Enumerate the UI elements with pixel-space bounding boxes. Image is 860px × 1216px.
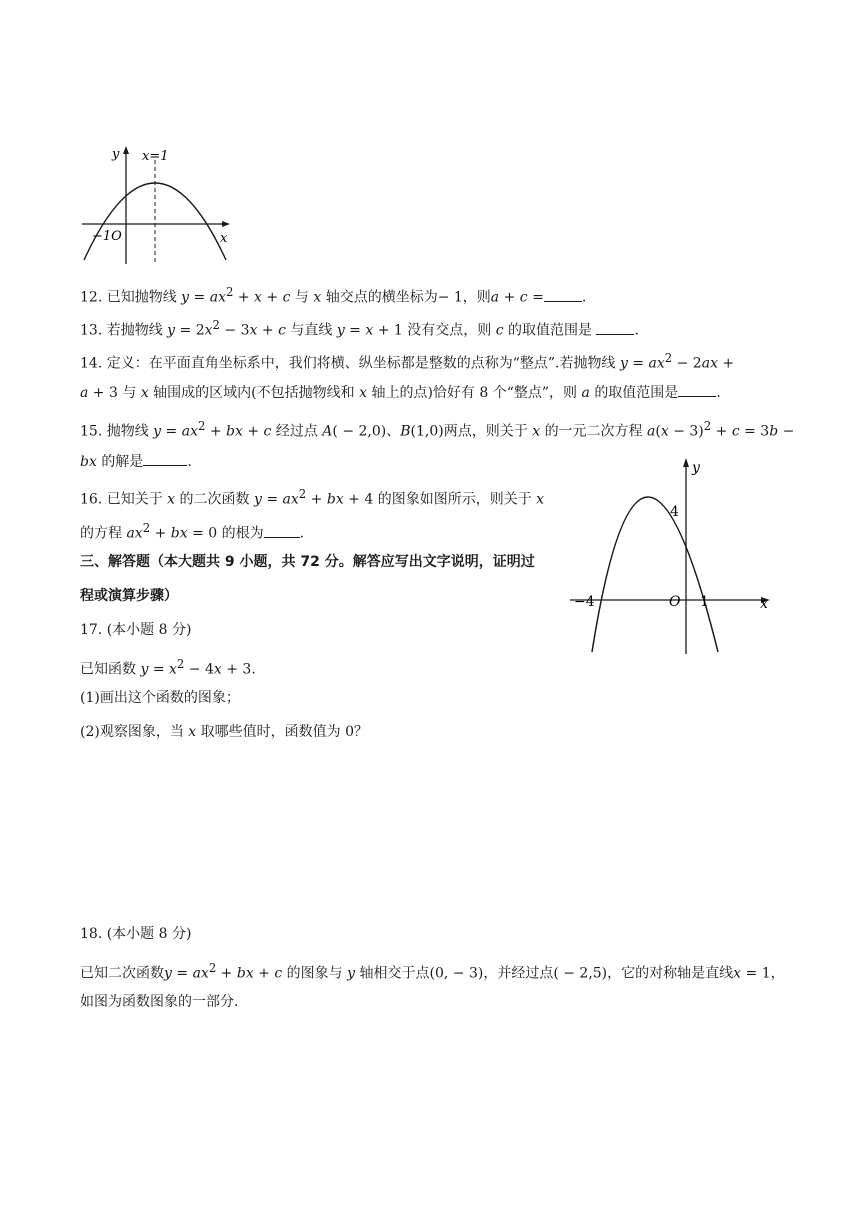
question-18-line-2: 如图为函数图象的一部分. bbox=[80, 994, 239, 1010]
question-14-line-2: a + 3 与 x 轴围成的区域内(不包括抛物线和 x 轴上的点)恰好有 8 个“整点”，则 a 的取值范围是 . bbox=[80, 382, 721, 403]
fig2-left-root-label: −4 bbox=[574, 594, 595, 610]
question-17-part-2: (2)观察图象，当 x 取哪些值时，函数值为 0？ bbox=[80, 724, 369, 740]
question-17-stem: 已知函数 $y = x^2 - 4x + 3$. bbox=[80, 657, 256, 678]
question-14-line-1: 14. 定义：在平面直角坐标系中，我们将横、纵坐标都是整数的点称为“整点”.若抛物线 $y = ax^2 - 2ax$ + bbox=[80, 351, 735, 372]
fig2-x-label: x bbox=[760, 596, 768, 612]
question-17-heading: 17. (本小题 8 分) bbox=[80, 622, 192, 638]
fig1-sym-label: x=1 bbox=[142, 149, 169, 164]
question-16-line-1: 16. 已知关于 x 的二次函数 $y = ax^2$ + bx + 4 的图象如图所示，则关于 x bbox=[80, 487, 545, 508]
question-16-line-2: 的方程 $ax^2$ + bx = 0 的根为 . bbox=[80, 521, 305, 542]
figure-parabola-small bbox=[78, 142, 238, 270]
fig1-origin-label: −1O bbox=[92, 229, 122, 244]
section-3-heading: 三、解答题（本大题共 9 小题，共 72 分。解答应写出文字说明，证明过 bbox=[80, 554, 535, 570]
question-18-line-1: 已知二次函数$y = ax^2$ + bx + c 的图象与 y 轴相交于点(0, − 3)，并经过点( − 2,5)，它的对称轴是直线x = 1， bbox=[80, 961, 785, 982]
question-17-part-1: (1)画出这个函数的图象； bbox=[80, 690, 240, 706]
fig1-y-label: y bbox=[112, 147, 120, 162]
question-15-line-1: 15. 抛物线 $y = ax^2$ + bx + c 经过点 A( − 2,0)、B(1,0)两点，则关于 x 的一元二次方程 $a(x - 3)^2 + c = 3b$ − bbox=[80, 419, 795, 440]
figure-parabola-large bbox=[566, 452, 786, 658]
fig2-right-root-label: 1 bbox=[700, 594, 709, 610]
question-13: 13. 若抛物线 $y = 2x^2 - 3x + c$ 与直线 y = x + 1 没有交点，则 c 的取值范围是 . bbox=[80, 318, 639, 339]
fig2-y-intercept-label: 4 bbox=[670, 504, 679, 520]
fig2-y-label: y bbox=[692, 460, 700, 476]
question-18-heading: 18. (本小题 8 分) bbox=[80, 926, 192, 942]
question-12: 12. 已知抛物线 $y = ax^2 + x + c$ 与 x 轴交点的横坐标为− 1，则a + c = . bbox=[80, 285, 587, 306]
fig2-origin-label: O bbox=[669, 594, 681, 610]
fig1-x-label: x bbox=[220, 231, 228, 246]
section-3-heading-cont: 程或演算步骤） bbox=[80, 588, 178, 604]
question-15-line-2: bx 的解是 . bbox=[80, 451, 192, 472]
